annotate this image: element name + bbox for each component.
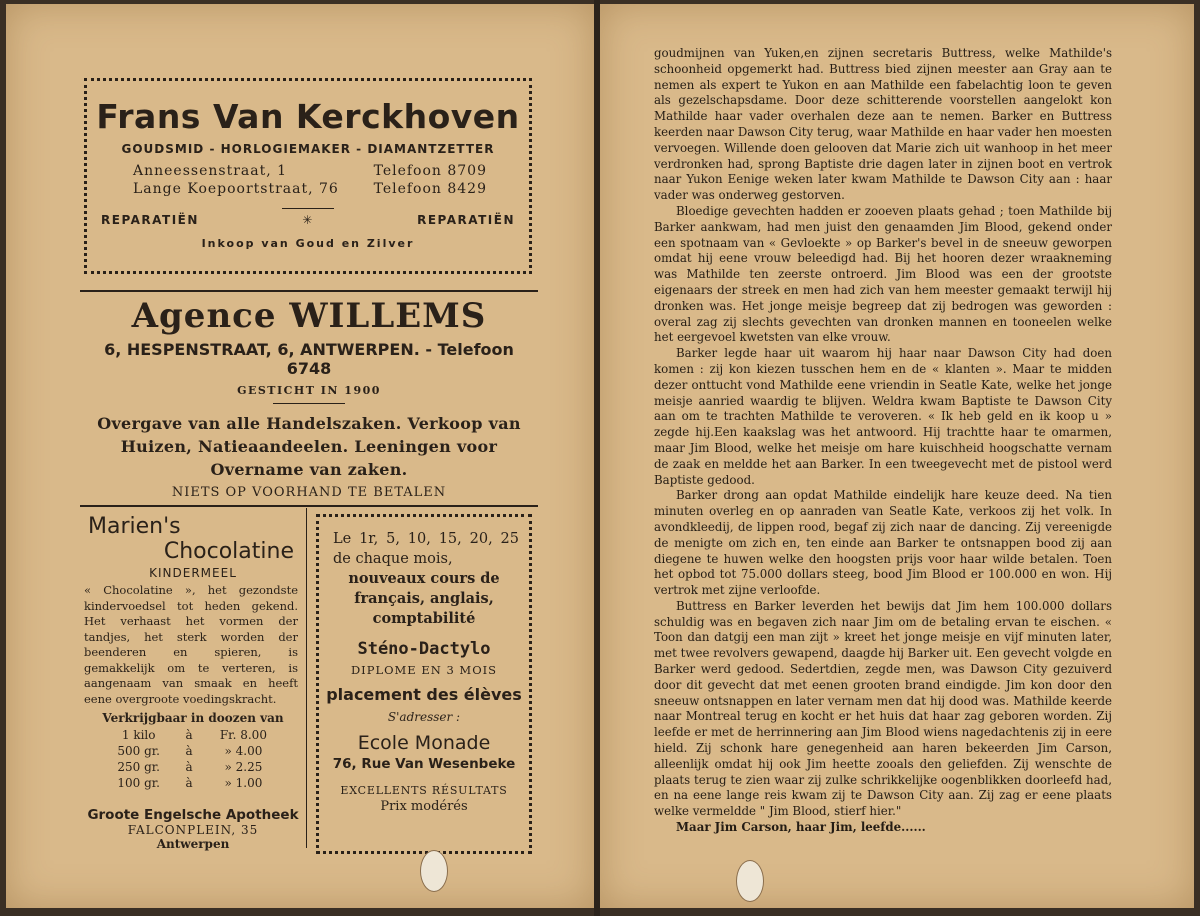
school-name: Ecole Monade bbox=[357, 732, 491, 754]
agency-note: NIETS OP VOORHAND TE BETALEN bbox=[171, 485, 447, 500]
chocolate-description: « Chocolatine », het gezondste kindervoedsel tot heden gekend. Het verhaast het vormen der tandjes, het sterk worden der beenderen en spieren, is gemakkelijk om te verteren, is aangenaam van smaak en heeft eene overgroote voedingskracht. bbox=[84, 583, 298, 706]
price-at: à bbox=[185, 760, 193, 774]
jeweler-street-2: Lange Koepoortstraat, 76 bbox=[133, 181, 339, 197]
binding-hole-left bbox=[420, 850, 448, 892]
school-courses-2: français, anglais, bbox=[354, 590, 494, 607]
chocolate-subtitle: KINDERMEEL bbox=[149, 566, 237, 580]
price-row bbox=[98, 775, 288, 791]
pharmacy-square: FALCONPLEIN, 35 bbox=[127, 823, 259, 837]
price-value: Fr. 8.00 bbox=[219, 728, 267, 742]
agency-services: Overgave van alle Handelszaken. Verkoop van Huizen, Natieaandeelen. Leeningen voor Overname van zaken. bbox=[97, 414, 521, 479]
jeweler-address-2 bbox=[87, 180, 529, 198]
price-at: à bbox=[185, 744, 193, 758]
binding-hole-right bbox=[736, 860, 764, 902]
price-table bbox=[98, 727, 288, 791]
chocolate-availability: Verkrijgbaar in doozen van bbox=[102, 711, 284, 725]
pharmacy-name: Groote Engelsche Apotheek bbox=[87, 807, 299, 823]
school-prices: Prix modérés bbox=[380, 799, 468, 814]
story-paragraph: Barker drong aan opdat Mathilde eindelijk hare keuze deed. Na tien minuten overleg en op aanraden van Seatle Kate, verkoos zij het volk. In avondkleedij, de lippen rood, begaf zij zich naar de dancing. Zij vereenigde de menigte om zich en, ten einde aan Barker te ontsnappen bood zij aan diegene te huwen welke den hoogsten prijs voor haar wilde betalen. Toen het opbod tot 75.000 dollars steeg, bood Jim Blood er 100.000 en won. Hij vertrok met zijne verloofde. bbox=[654, 488, 1112, 598]
ad-agency bbox=[80, 296, 538, 500]
school-dates: Le 1r, 5, 10, 15, 20, 25 de chaque mois, bbox=[333, 531, 519, 567]
ad-jeweler bbox=[84, 78, 532, 274]
price-row bbox=[98, 727, 288, 743]
school-courses-3: comptabilité bbox=[372, 610, 476, 627]
agency-address: 6, HESPENSTRAAT, 6, ANTWERPEN. - Telefoon 6748 bbox=[104, 340, 514, 378]
price-at: à bbox=[185, 776, 193, 790]
section-divider-2 bbox=[80, 505, 538, 507]
price-value: » 2.25 bbox=[224, 760, 263, 774]
price-qty: 500 gr. bbox=[117, 744, 160, 758]
ad-chocolate bbox=[84, 514, 302, 851]
story-text bbox=[654, 46, 1112, 836]
repair-label-right: REPARATIËN bbox=[417, 213, 515, 227]
school-placement: placement des élèves bbox=[326, 685, 522, 704]
jeweler-name: Frans Van Kerckhoven bbox=[96, 97, 520, 136]
jeweler-phone-2: Telefoon 8429 bbox=[373, 181, 487, 197]
jeweler-address-1 bbox=[87, 162, 529, 180]
jeweler-street-1: Anneessenstraat, 1 bbox=[133, 163, 288, 179]
chocolate-brand-line-2: Chocolatine bbox=[163, 539, 294, 564]
agency-name: Agence WILLEMS bbox=[131, 296, 487, 336]
price-at: à bbox=[185, 728, 193, 742]
repair-label-left: REPARATIËN bbox=[101, 213, 199, 227]
jeweler-trade: GOUDSMID - HORLOGIEMAKER - DIAMANTZETTER bbox=[121, 142, 495, 156]
price-value: » 1.00 bbox=[224, 776, 263, 790]
ad-school bbox=[316, 514, 532, 854]
story-paragraph: Buttress en Barker leverden het bewijs dat Jim hem 100.000 dollars schuldig was en begaven zich naar Jim om de betaling ervan te eischen. « Toon dan datgij een man zijt » kreet het jonge meisje en vijf minuten later, met twee revolvers gewapend, daagde hij Barker uit. Een gevecht volgde en Barker werd gedood. Sedertdien, zegde men, was Dawson City gezuiverd door dit gevecht dat met eenen grooten brand eindigde. Jim kon door den sneeuw ontsnappen en later vernam men dat hij dood was. Mathilde keerde naar Montreal terug en kocht er het huis dat haar zag geboren worden. Zij leefde er met de herrinnering aan Jim Blood wiens nagedachtenis zij in eere hield. Zij schonk hare genegenheid aan haren bekeerden Jim Carson, alleenlijk omdat hij ook Jim heette zooals den geliefden. Zij wenschte de plaats terug te zien waar zij zulke schrikkelijke oogenblikken doorleefd had, en na eene lange reis kwam zij te Dawson City aan. Zij zag er eene plaats welke vermeldde " Jim Blood, stierf hier." bbox=[654, 598, 1112, 819]
story-paragraph: Bloedige gevechten hadden er zooeven plaats gehad ; toen Mathilde bij Barker aankwam, had men juist den genaamden Jim Blood, gekend onder een spotnaam van « Gevloekte » op Barker's bevel in de sneeuw geworpen omdat hij eene vrouw beleedigd had. Bij het hooren dezer wraakneming was Mathilde ten zeerste ontroerd. Jim Blood was een der grootste eigenaars der streek en men had zich van hem meester gemaakt terwijl hij dronken was. Het jonge meisje begreep dat zij bedrogen was geworden : overal zag zij slechts gevechten van dronken mannen en tooneelen welke het eergevoel kwetsten van elke vrouw. bbox=[654, 203, 1112, 345]
agency-established: GESTICHT IN 1900 bbox=[237, 384, 381, 397]
jeweler-phone-1: Telefoon 8709 bbox=[373, 163, 487, 179]
school-street: 76, Rue Van Wesenbeke bbox=[332, 756, 516, 772]
school-courses-1: nouveaux cours de bbox=[348, 570, 500, 587]
jeweler-buy-line: Inkoop van Goud en Zilver bbox=[201, 237, 415, 250]
school-steno: Sténo-Dactylo bbox=[357, 639, 491, 659]
jeweler-divider bbox=[282, 208, 334, 209]
school-contact: S'adresser : bbox=[387, 710, 461, 724]
column-divider bbox=[306, 508, 307, 848]
school-results: EXCELLENTS RÉSULTATS bbox=[340, 784, 508, 797]
price-qty: 100 gr. bbox=[117, 776, 160, 790]
price-qty: 1 kilo bbox=[121, 728, 156, 742]
story-paragraph-final: Maar Jim Carson, haar Jim, leefde...... bbox=[676, 820, 926, 835]
price-qty: 250 gr. bbox=[117, 760, 160, 774]
price-value: » 4.00 bbox=[224, 744, 263, 758]
pharmacy-city: Antwerpen bbox=[156, 837, 230, 851]
jeweler-repairs bbox=[87, 213, 529, 227]
price-row bbox=[98, 759, 288, 775]
story-paragraph: Barker legde haar uit waarom hij haar naar Dawson City had doen komen : zij kon kiezen tusschen hem en de « klanten ». Maar te midden dezer onttucht vond Mathilde eene vriendin in Seatle Kate, welke het jonge meisje aanried waardig te blijven. Weldra kwam Baptiste te Dawson City aan om te trachten Mathilde te veroveren. « Ik heb geld en ik koop u » zegde hij.Een kaakslag was het antwoord. Hij trachtte haar te omarmen, maar Jim Blood, welke het meisje om hare kuischheid hoogschatte vernam de zaak en meldde het aan Barker. In een tweegevecht met de pistool werd Baptiste gedood. bbox=[654, 346, 1112, 487]
story-paragraph: goudmijnen van Yuken,en zijnen secretaris Buttress, welke Mathilde's schoonheid opgemerkt had. Buttress bied zijnen meester aan Gray aan te nemen als expert te Yukon en aan Mathilde een fabelachtig loon te geven als gezelschapsdame. Door deze schitterende voorstellen aangelokt kon Mathilde haar vader overhalen deze aan te nemen. Barker en Buttress keerden naar Dawson City terug, waar Mathilde en haar vader hen moesten vervoegen. Willende doen gelooven dat Marie zich uit wanhoop in het meer verdronken had, sprong Baptiste drie dagen later in zijnen boot en vertrok naar Yukon Eenige weken later kwam Mathilde te Dawson City aan : haar vader was onderweg gestorven. bbox=[654, 46, 1112, 203]
section-divider-1 bbox=[80, 290, 538, 292]
school-diploma: DIPLOME EN 3 MOIS bbox=[350, 663, 498, 677]
chocolate-brand-line-1: Marien's bbox=[88, 514, 181, 539]
asterisk-icon: ✳ bbox=[302, 213, 314, 227]
price-row bbox=[98, 743, 288, 759]
agency-divider bbox=[273, 403, 345, 404]
